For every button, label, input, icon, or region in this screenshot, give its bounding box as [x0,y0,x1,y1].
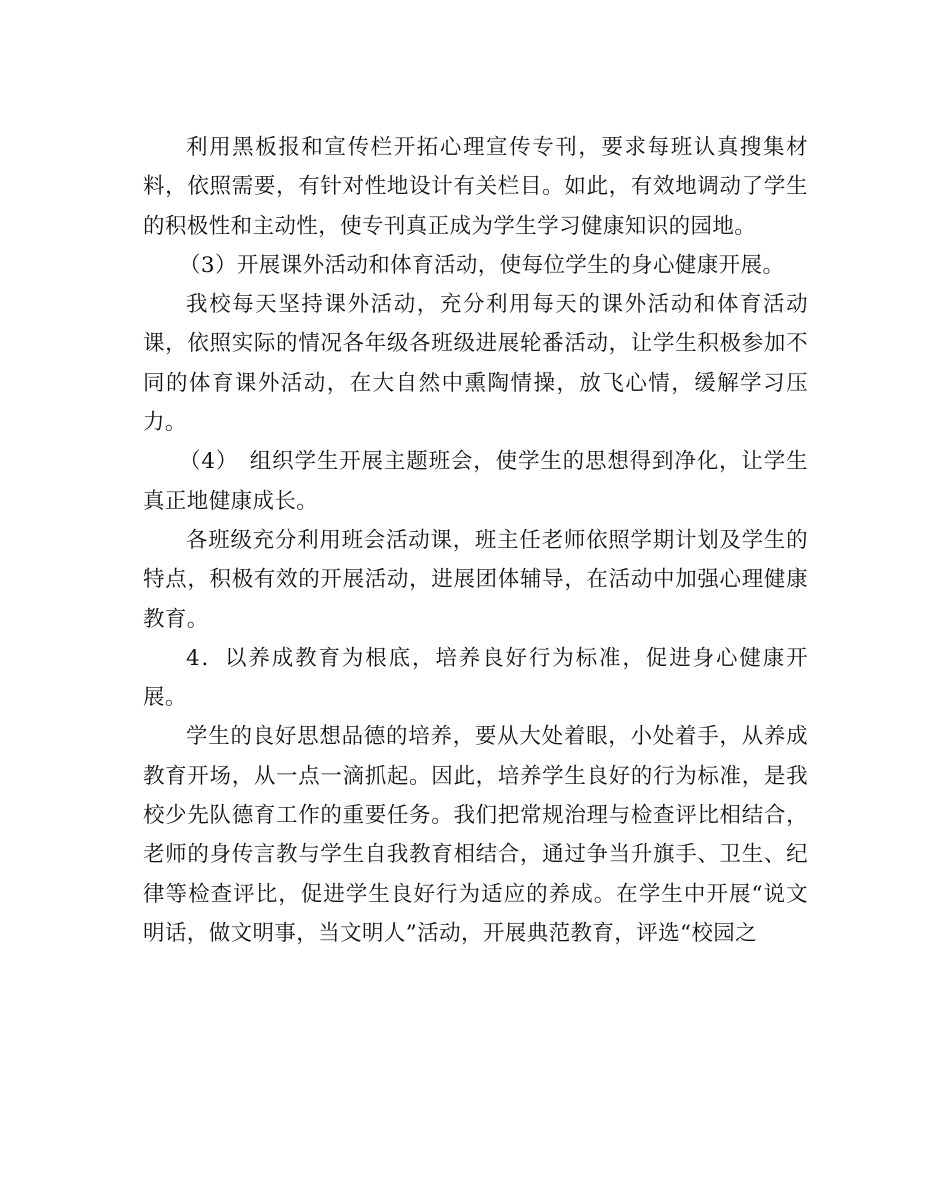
heading-extracurricular-activities: （3）开展课外活动和体育活动，使每位学生的身心健康开展。 [179,252,785,278]
heading-habit-education: 4．以养成教育为根底，培养良好行为标准，促进身心健康开展。 [143,645,808,711]
paragraph-extracurricular-activities: 我校每天坚持课外活动，充分利用每天的课外活动和体育活动课，依照实际的情况各年级各班级进展轮番活动，让学生积极参加不同的体育课外活动，在大自然中熏陶情操，放飞心情，缓解学习压力。 [143,292,808,436]
paragraph-class-meetings: 各班级充分利用班会活动课，班主任老师依照学期计划及学生的特点，积极有效的开展活动，进展团体辅导，在活动中加强心理健康教育。 [143,527,808,632]
paragraph-habit-education: 学生的良好思想品德的培养，要从大处着眼，小处着手，从养成教育开场，从一点一滴抓起。因此，培养学生良好的行为标准，是我校少先队德育工作的重要任务。我们把常规治理与检查评比相结合，老师的身传言教与学生自我教育相结合，通过争当升旗手、卫生、纪律等检查评比，促进学生良好行为适应的养成。在学生中开展“说文明话，做文明事，当文明人”活动，开展典范教育，评选“校园之 [143,724,808,946]
paragraph-publicity-column: 利用黑板报和宣传栏开拓心理宣传专刊，要求每班认真搜集材料，依照需要，有针对性地设计有关栏目。如此，有效地调动了学生的积极性和主动性，使专刊真正成为学生学习健康知识的园地。 [143,135,808,239]
heading-class-meetings: （4） 组织学生开展主题班会，使学生的思想得到净化，让学生真正地健康成长。 [143,449,808,514]
document-body [143,128,808,953]
